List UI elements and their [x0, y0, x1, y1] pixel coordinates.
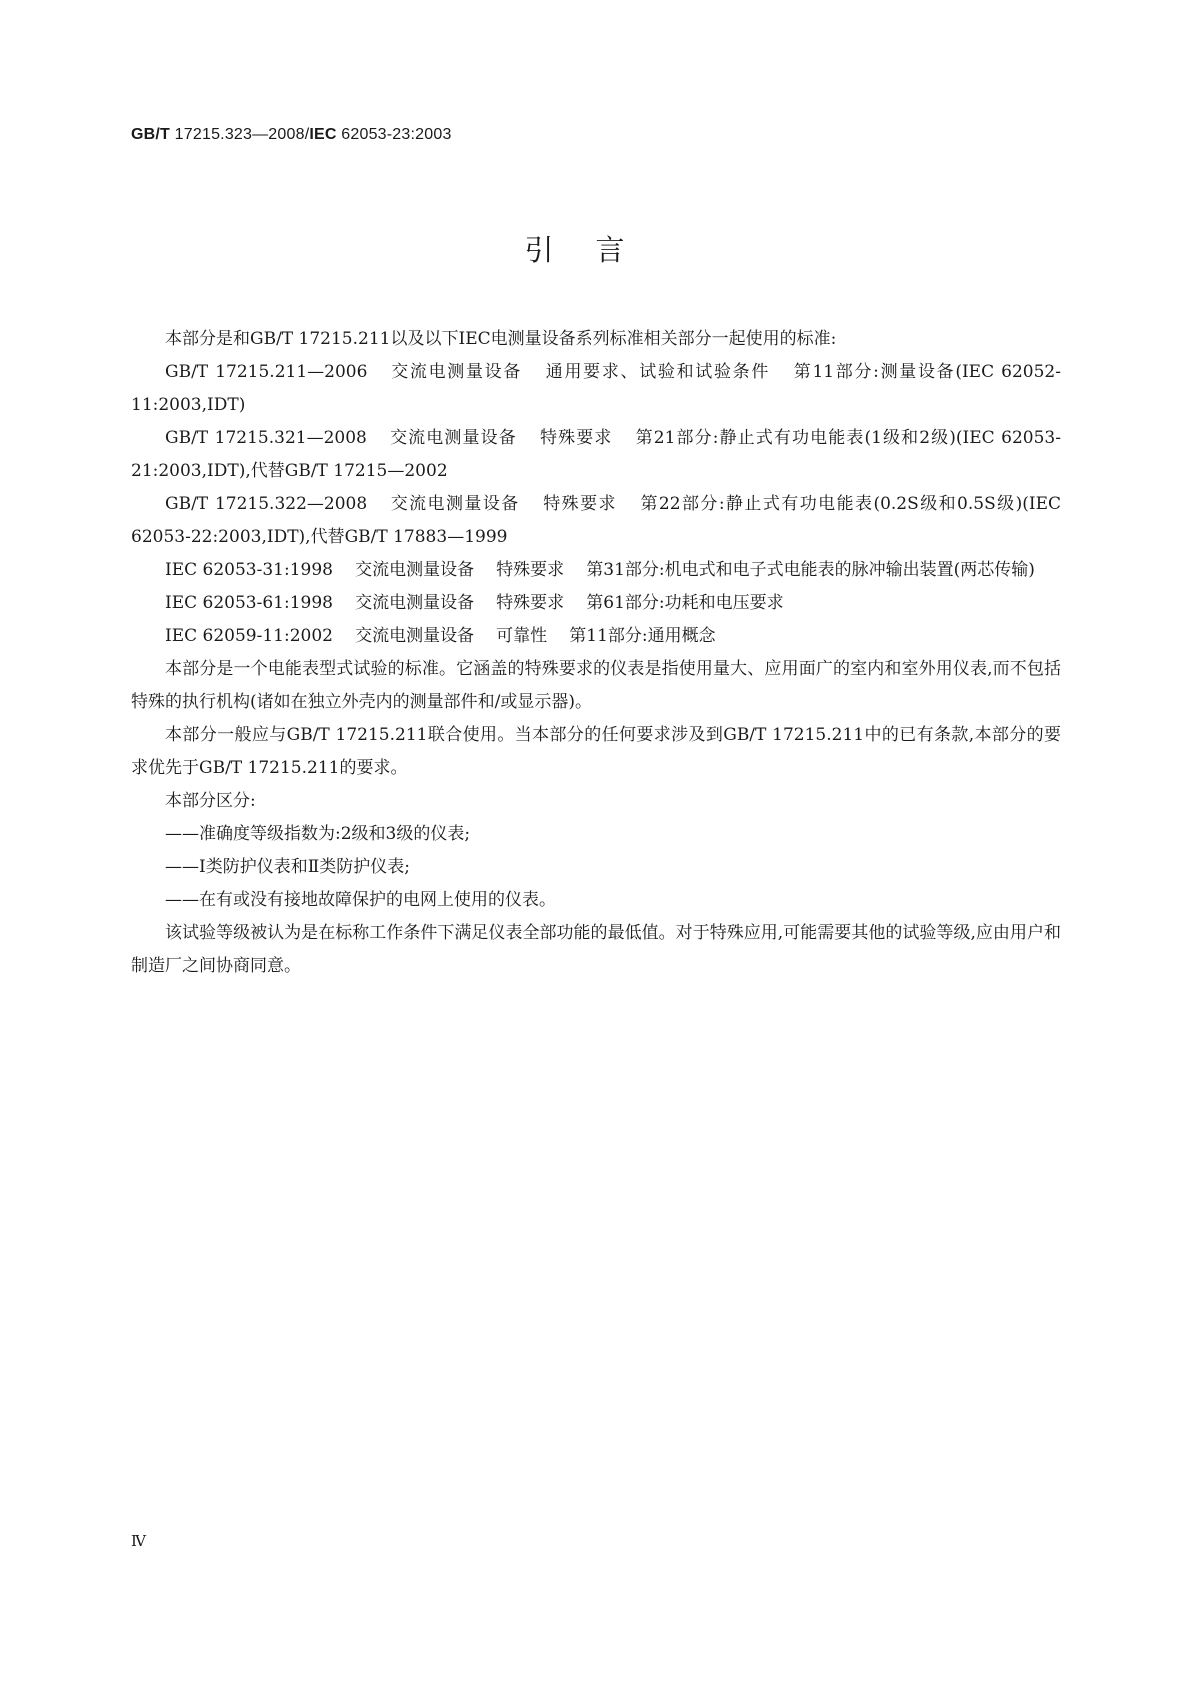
standard-prefix: GB/T [131, 126, 171, 143]
iec-number: 62053-23:2003 [336, 126, 452, 143]
reference-item [131, 620, 1061, 653]
introduction-body [131, 323, 1061, 983]
reference-part: 第61部分:功耗和电压要求 [586, 593, 784, 613]
reference-series: 交流电测量设备 [355, 626, 475, 646]
reference-code: GB/T 17215.322—2008 [165, 494, 368, 514]
scope-paragraph: 本部分是一个电能表型式试验的标准。它涵盖的特殊要求的仪表是指使用量大、应用面广的室内和室外用仪表,而不包括特殊的执行机构(诸如在独立外壳内的测量部件和/或显示器)。 [131, 659, 1061, 712]
reference-topic: 特殊要求 [496, 593, 565, 613]
reference-topic: 可靠性 [496, 626, 548, 646]
reference-topic: 特殊要求 [541, 494, 617, 514]
reference-series: 交流电测量设备 [388, 428, 517, 448]
reference-item [131, 356, 1061, 422]
document-code-header [131, 126, 452, 144]
page-number: Ⅳ [131, 1532, 146, 1550]
reference-series: 交流电测量设备 [355, 593, 475, 613]
reference-item [131, 587, 1061, 620]
usage-paragraph: 本部分一般应与GB/T 17215.211联合使用。当本部分的任何要求涉及到GB/T 17215.211中的已有条款,本部分的要求优先于GB/T 17215.211的要求。 [131, 725, 1061, 778]
reference-series: 交流电测量设备 [389, 362, 523, 382]
test-level-paragraph: 该试验等级被认为是在标称工作条件下满足仪表全部功能的最低值。对于特殊应用,可能需要其他的试验等级,应由用户和制造厂之间协商同意。 [131, 923, 1061, 976]
classification-heading: 本部分区分: [165, 791, 256, 811]
reference-series: 交流电测量设备 [355, 560, 475, 580]
reference-topic: 特殊要求 [496, 560, 565, 580]
classification-item: ——Ⅰ类防护仪表和Ⅱ类防护仪表; [165, 857, 410, 877]
page-title: 引言 [524, 233, 667, 267]
reference-code: GB/T 17215.321—2008 [165, 428, 367, 448]
reference-item [131, 488, 1061, 554]
standard-number: 17215.323—2008/ [170, 126, 310, 143]
reference-code: IEC 62053-31:1998 [165, 560, 333, 580]
reference-part: 第11部分:通用概念 [569, 626, 716, 646]
reference-part: 第31部分:机电式和电子式电能表的脉冲输出装置(两芯传输) [586, 560, 1035, 580]
reference-series: 交流电测量设备 [389, 494, 520, 514]
classification-item: ——在有或没有接地故障保护的电网上使用的仪表。 [165, 890, 556, 910]
reference-item [131, 422, 1061, 488]
reference-code: IEC 62053-61:1998 [165, 593, 333, 613]
intro-paragraph: 本部分是和GB/T 17215.211以及以下IEC电测量设备系列标准相关部分一起使用的标准: [165, 329, 837, 349]
reference-code: IEC 62059-11:2002 [165, 626, 333, 646]
reference-part: 第21部分:静止式有功电能表(1级和2级)(IEC 62053-21:2003,IDT),代替GB/T 17215—2002 [131, 428, 1061, 481]
classification-item: ——准确度等级指数为:2级和3级的仪表; [165, 824, 471, 844]
reference-part: 第22部分:静止式有功电能表(0.2S级和0.5S级)(IEC 62053-22:2003,IDT),代替GB/T 17883—1999 [131, 494, 1061, 547]
reference-part: 第11部分:测量设备(IEC 62052-11:2003,IDT) [131, 362, 1061, 415]
reference-topic: 通用要求、试验和试验条件 [544, 362, 771, 382]
reference-topic: 特殊要求 [538, 428, 613, 448]
reference-item [131, 554, 1061, 587]
reference-code: GB/T 17215.211—2006 [165, 362, 368, 382]
iec-prefix: IEC [309, 126, 337, 143]
